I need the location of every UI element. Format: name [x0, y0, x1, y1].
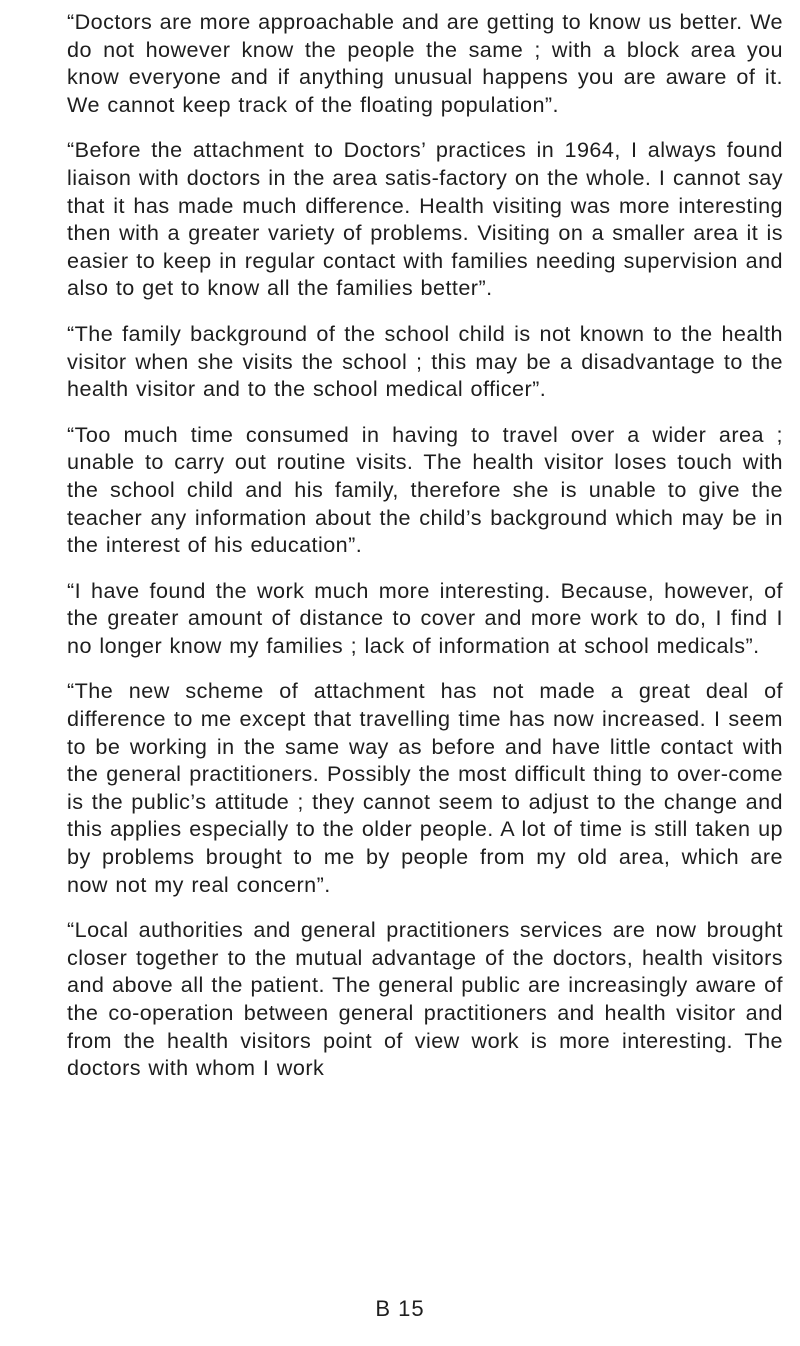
paragraph-family-background: “The family background of the school child is not known to the health visitor when she visits the school ; this may be a disadvantage to the health visitor and to the school medical officer”.	[67, 320, 783, 402]
paragraph-work-more-interesting: “I have found the work much more interesting. Because, however, of the greater amount of distance to cover and more work to do, I find I no longer know my families ; lack of information at school medicals”.	[67, 577, 783, 658]
paragraph-new-scheme: “The new scheme of attachment has not made a great deal of difference to me except that travelling time has now increased. I seem to be working in the same way as before and have little contact with the general practitioners. Possibly the most difficult thing to over-come is the public’s attitude ; they cannot seem to adjust to the change and this applies especially to the older people. A lot of time is still taken up by problems brought to me by people from my old area, which are now not my real concern”.	[67, 678, 783, 897]
paragraph-local-authorities: “Local authorities and general practitioners services are now brought closer together to the mutual advantage of the doctors, health visitors and above all the patient. The general public are increasingly aware of the co-operation between general practitioners and health visitor and from the health visitors point of view work is more interesting. The doctors with whom I work	[67, 917, 783, 1081]
paragraph-before-attachment: “Before the attachment to Doctors’ practices in 1964, I always found liaison with doctors in the area satis-factory on the whole. I cannot say that it has made much difference. Health visiting was more interesting then with a greater variety of problems. Visiting on a smaller area it is easier to keep in regular contact with families needing supervision and also to get to know all the families better”.	[67, 137, 783, 301]
paragraph-doctors-approachable: “Doctors are more approachable and are getting to know us better. We do not however know the people the same ; with a block area you know everyone and if anything unusual happens you are aware of it. We cannot keep track of the floating population”.	[67, 9, 783, 117]
paragraph-too-much-time: “Too much time consumed in having to travel over a wider area ; unable to carry out routine visits. The health visitor loses touch with the school child and his family, therefore she is unable to give the teacher any information about the child’s background which may be in the interest of his education”.	[67, 421, 783, 558]
document-page	[67, 8, 783, 1100]
page-number: B 15	[375, 1296, 425, 1321]
